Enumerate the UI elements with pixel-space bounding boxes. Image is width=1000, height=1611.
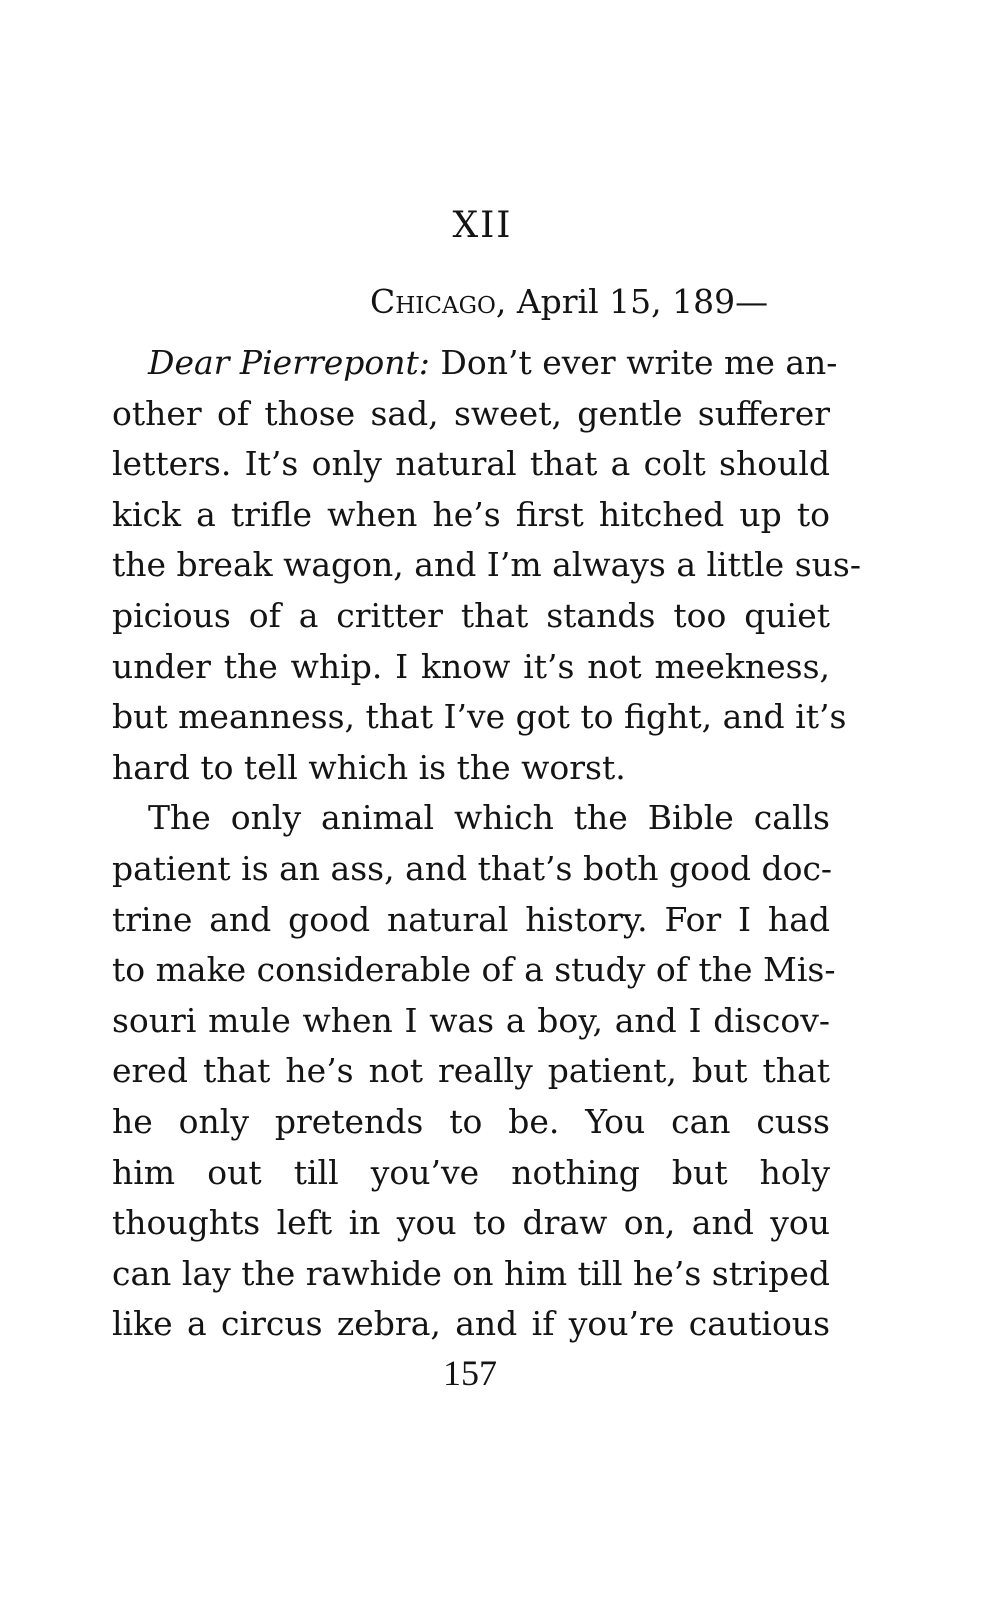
text-line: him out till you’ve nothing but holy	[112, 1152, 830, 1192]
text-line: thoughts left in you to draw on, and you	[112, 1203, 830, 1243]
chapter-number: XII	[452, 205, 513, 246]
dateline-date: , April 15, 189—	[495, 282, 769, 321]
text-line: hard to tell which is the worst.	[112, 747, 626, 787]
letter-dateline	[370, 282, 810, 321]
text-line: can lay the rawhide on him till he’s striped	[112, 1253, 831, 1293]
text-line: under the whip. I know it’s not meekness,	[112, 646, 830, 686]
salutation: Dear Pierrepont:	[148, 343, 430, 382]
text-line: but meanness, that I’ve got to fight, and it’s	[112, 697, 847, 737]
text-line: he only pretends to be. You can cuss	[112, 1101, 830, 1141]
text-line: patient is an ass, and that’s both good doc-	[112, 848, 833, 888]
text-line: the break wagon, and I’m always a little sus-	[112, 545, 861, 585]
text-line: letters. It’s only natural that a colt should	[112, 444, 830, 484]
text-line: to make considerable of a study of the Mis-	[112, 950, 836, 990]
text-line: kick a trifle when he’s first hitched up to	[112, 494, 830, 534]
text-line: trine and good natural history. For I had	[112, 899, 830, 939]
letter-body	[112, 338, 861, 1350]
text-line: like a circus zebra, and if you’re cautious	[112, 1304, 830, 1344]
text-line: ered that he’s not really patient, but that	[112, 1051, 830, 1091]
page-number: 157	[443, 1353, 497, 1393]
text-line	[112, 338, 838, 389]
text-line: other of those sad, sweet, gentle sufferer	[112, 393, 830, 433]
text-line: The only animal which the Bible calls	[148, 798, 830, 838]
text-line: picious of a critter that stands too quiet	[112, 595, 830, 635]
dateline-place: Chicago	[370, 282, 496, 321]
text-line: souri mule when I was a boy, and I discov-	[112, 1000, 830, 1040]
text-line-content: Don’t ever write me an-	[429, 343, 838, 382]
